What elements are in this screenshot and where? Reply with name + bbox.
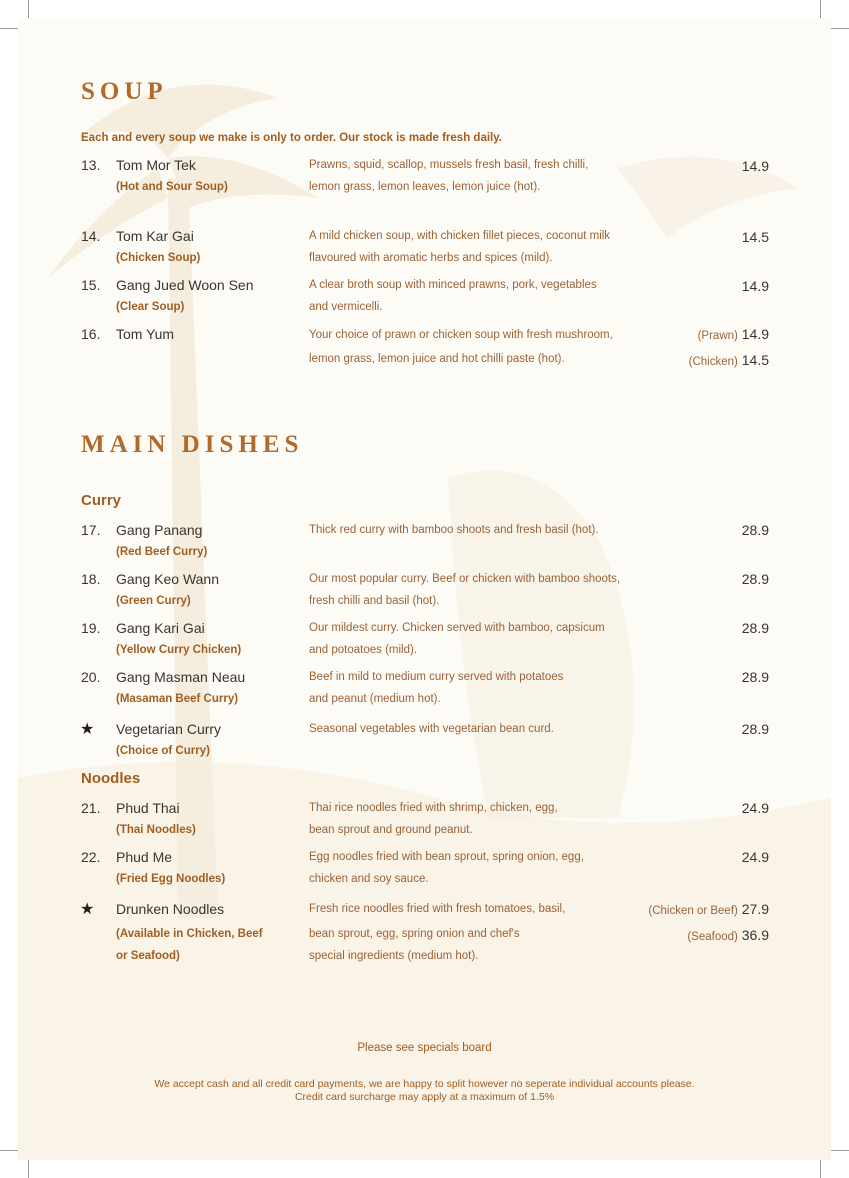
item-description: Thai rice noodles fried with shrimp, chicken, egg, bean sprout and ground peanut. [309, 802, 558, 836]
crop-mark [28, 0, 29, 18]
item-price: 28.9 [741, 669, 769, 685]
item-description: Prawns, squid, scallop, mussels fresh basil, fresh chilli, lemon grass, lemon leaves, lemon juice (hot). [309, 159, 589, 193]
crop-mark [820, 0, 821, 18]
item-number: 19. [81, 620, 101, 636]
item-subtitle: (Masaman Beef Curry) [116, 693, 239, 705]
item-subtitle: (Thai Noodles) [116, 824, 196, 836]
item-description: Our mildest curry. Chicken served with bamboo, capsicum and potoatoes (mild). [309, 622, 605, 656]
item-name: Phud Me [116, 849, 173, 865]
item-name: Gang Jued Woon Sen [116, 277, 254, 293]
item-number: 21. [81, 800, 101, 816]
item-price: 24.9 [741, 849, 769, 865]
item-number: 20. [81, 669, 101, 685]
item-price: 14.9 [741, 278, 769, 294]
crop-mark [0, 1150, 18, 1151]
item-price: 28.9 [741, 522, 769, 538]
item-name: Gang Panang [116, 522, 203, 538]
noodles-heading: Noodles [81, 770, 141, 787]
crop-mark [831, 1150, 849, 1151]
crop-mark [820, 1160, 821, 1178]
item-name: Vegetarian Curry [116, 721, 222, 737]
soup-heading: SOUP [81, 78, 168, 105]
item-price: 14.9 [741, 158, 769, 174]
item-subtitle: (Green Curry) [116, 595, 191, 607]
item-subtitle: (Hot and Sour Soup) [116, 181, 228, 193]
item-number: 15. [81, 277, 101, 293]
item-description: Fresh rice noodles fried with fresh tomatoes, basil, bean sprout, egg, spring onion and chef's special ingredients (medium hot). [309, 903, 566, 962]
payment-note: We accept cash and all credit card payments, we are happy to split however no seperate individual accounts please. [154, 1078, 695, 1090]
item-name: Gang Keo Wann [116, 571, 219, 587]
item-name: Gang Masman Neau [116, 669, 246, 685]
item-name: Tom Yum [116, 326, 175, 342]
star-icon: ★ [80, 721, 95, 738]
item-name: Gang Kari Gai [116, 620, 205, 636]
item-name: Drunken Noodles [116, 901, 225, 917]
item-subtitle: (Available in Chicken, Beef or Seafood) [116, 928, 263, 962]
specials-note: Please see specials board [357, 1042, 492, 1054]
item-description: Your choice of prawn or chicken soup with fresh mushroom, lemon grass, lemon juice and hot chilli paste (hot). [309, 329, 613, 365]
surcharge-note: Credit card surcharge may apply at a maximum of 1.5% [294, 1091, 555, 1103]
item-number: 16. [81, 326, 101, 342]
item-description: Seasonal vegetables with vegetarian bean curd. [309, 723, 554, 735]
star-icon: ★ [80, 901, 95, 918]
item-price: 14.5 [741, 229, 769, 245]
crop-mark [0, 28, 18, 29]
curry-heading: Curry [81, 492, 122, 509]
item-description: Egg noodles fried with bean sprout, spring onion, egg, chicken and soy sauce. [309, 851, 584, 885]
item-description: A clear broth soup with minced prawns, pork, vegetables and vermicelli. [309, 279, 597, 313]
item-name: Tom Mor Tek [116, 157, 196, 173]
main-dishes-heading: MAIN DISHES [81, 431, 304, 458]
item-price-options: (Chicken or Beef) 27.9 (Seafood) 36.9 [648, 901, 769, 943]
item-subtitle: (Choice of Curry) [116, 745, 210, 757]
item-subtitle: (Red Beef Curry) [116, 546, 208, 558]
soup-intro: Each and every soup we make is only to order. Our stock is made fresh daily. [81, 132, 502, 144]
item-subtitle: (Fried Egg Noodles) [116, 873, 226, 885]
item-subtitle: (Chicken Soup) [116, 252, 201, 264]
crop-mark [831, 28, 849, 29]
item-price: 28.9 [741, 620, 769, 636]
item-number: 17. [81, 522, 101, 538]
item-description: Thick red curry with bamboo shoots and fresh basil (hot). [309, 524, 599, 536]
item-number: 18. [81, 571, 101, 587]
item-price-options: (Prawn) 14.9 (Chicken) 14.5 [688, 326, 769, 368]
item-price: 28.9 [741, 721, 769, 737]
item-price: 24.9 [741, 800, 769, 816]
item-name: Phud Thai [116, 800, 180, 816]
item-subtitle: (Clear Soup) [116, 301, 185, 313]
crop-mark [28, 1160, 29, 1178]
item-number: 14. [81, 228, 101, 244]
item-description: Our most popular curry. Beef or chicken with bamboo shoots, fresh chilli and basil (hot). [309, 573, 621, 607]
item-number: 22. [81, 849, 101, 865]
item-description: Beef in mild to medium curry served with potatoes and peanut (medium hot). [309, 671, 564, 705]
item-subtitle: (Yellow Curry Chicken) [116, 644, 242, 656]
item-number: 13. [81, 157, 101, 173]
item-price: 28.9 [741, 571, 769, 587]
item-description: A mild chicken soup, with chicken fillet pieces, coconut milk flavoured with aromatic herbs and spices (mild). [309, 230, 611, 264]
item-name: Tom Kar Gai [116, 228, 194, 244]
